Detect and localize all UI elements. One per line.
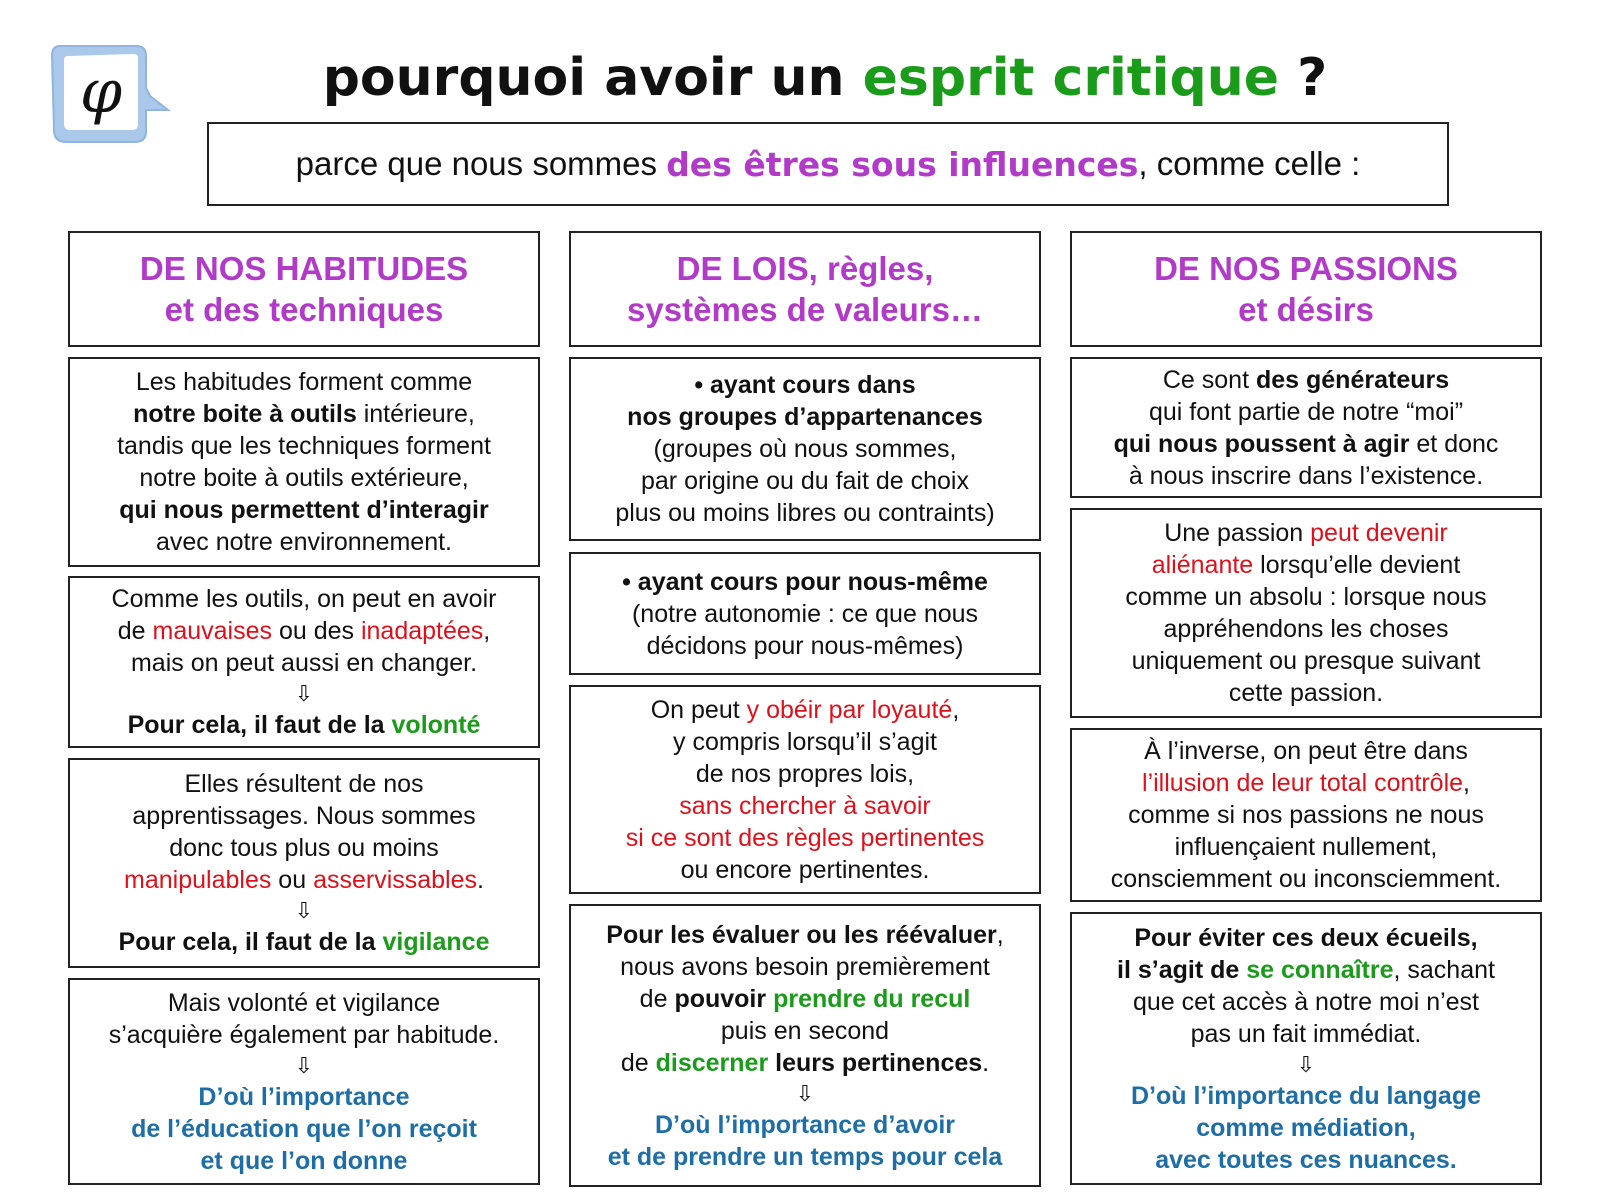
- red-text: y obéir par loyauté: [746, 695, 953, 724]
- header-line: DE LOIS, règles,: [676, 250, 934, 287]
- text-line: tandis que les techniques forment: [117, 432, 491, 460]
- text-line: (notre autonomie : ce que nous: [631, 599, 979, 628]
- text-span: ,: [1463, 769, 1470, 797]
- red-text: mauvaises: [152, 617, 273, 645]
- text-span: .: [477, 866, 484, 894]
- text-line: comme si nos passions ne nous: [1128, 801, 1484, 829]
- text-line: comme un absolu : lorsque nous: [1125, 583, 1487, 611]
- text-line: [118, 615, 491, 647]
- content-box: [1070, 728, 1542, 902]
- text-line: Pour éviter ces deux écueils,: [1134, 923, 1478, 952]
- content-box: [1070, 357, 1542, 498]
- text-line: qui nous permettent d’interagir: [119, 496, 489, 524]
- text-line: [1164, 517, 1448, 549]
- text-line: [1142, 767, 1470, 799]
- text-line: [1152, 549, 1461, 581]
- conclusion-line: D’où l’importance du langage: [1130, 1081, 1482, 1110]
- text-line: mais on peut aussi en changer.: [130, 649, 478, 677]
- text-span: de: [117, 617, 153, 645]
- text-span: .: [982, 1048, 990, 1077]
- bold-text: notre boite à outils: [133, 400, 357, 428]
- text-line: appréhendons les choses: [1163, 615, 1449, 643]
- green-text: volonté: [391, 711, 481, 739]
- text-line: (groupes où nous sommes,: [653, 435, 957, 463]
- text-span: Ce sont: [1162, 365, 1256, 394]
- text-line: [1163, 364, 1449, 396]
- text-line: puis en second: [720, 1016, 890, 1045]
- down-arrow-icon: ⇩: [795, 1080, 815, 1106]
- green-text: vigilance: [382, 928, 490, 956]
- bold-text: Pour les évaluer ou les réévaluer: [606, 920, 997, 949]
- text-span: ou: [271, 866, 314, 894]
- header-line: et des techniques: [164, 291, 444, 328]
- text-span: intérieure,: [356, 400, 475, 428]
- conclusion-line: de l’éducation que l’on reçoit: [131, 1114, 477, 1143]
- text-line: donc tous plus ou moins: [169, 834, 439, 862]
- subtitle-text: parce que nous sommes: [295, 145, 658, 182]
- conclusion-line: avec toutes ces nuances.: [1155, 1145, 1457, 1174]
- text-line: [621, 1047, 989, 1079]
- text-line: Mais volonté et vigilance: [167, 988, 441, 1017]
- text-line: À l’inverse, on peut être dans: [1144, 737, 1468, 765]
- down-arrow-icon: ⇩: [294, 1052, 314, 1078]
- page-title: [200, 42, 1450, 114]
- text-span: , sachant: [1393, 955, 1495, 984]
- text-line: que cet accès à notre moi n’est: [1132, 987, 1480, 1016]
- text-line: à nous inscrire dans l’existence.: [1128, 461, 1484, 490]
- text-line: [133, 398, 475, 430]
- text-line: [1117, 954, 1495, 986]
- text-line: Elles résultent de nos: [184, 770, 424, 798]
- text-line: uniquement ou presque suivant: [1131, 647, 1481, 675]
- text-line: [640, 983, 971, 1015]
- title-text: pourquoi avoir un: [322, 48, 845, 108]
- phi-speech-bubble-icon: [46, 38, 172, 154]
- bold-text: Pour cela, il faut de la: [118, 928, 383, 956]
- red-text: peut devenir: [1310, 519, 1448, 547]
- text-line: consciemment ou inconsciemment.: [1110, 865, 1502, 893]
- column-header: [68, 231, 540, 347]
- content-box: [68, 758, 540, 968]
- text-span: ,: [952, 695, 960, 724]
- bold-text: qui nous poussent à agir: [1113, 429, 1410, 458]
- text-line: s’acquière également par habitude.: [108, 1020, 500, 1049]
- text-line: sans chercher à savoir: [679, 791, 931, 820]
- column-header: [569, 231, 1041, 347]
- text-line: cette passion.: [1228, 679, 1384, 707]
- conclusion-line: D’où l’importance d’avoir: [654, 1110, 956, 1139]
- header-line: DE NOS HABITUDES: [139, 250, 469, 287]
- text-line: ou encore pertinentes.: [680, 855, 930, 884]
- text-line: influençaient nullement,: [1174, 833, 1438, 861]
- text-line: [651, 694, 960, 726]
- text-span: On peut: [650, 695, 747, 724]
- text-line: [1114, 428, 1499, 460]
- content-box: [1070, 508, 1542, 718]
- text-span: de: [620, 1048, 656, 1077]
- content-box: [569, 685, 1041, 894]
- red-text: manipulables: [124, 866, 272, 894]
- bold-text: il s’agit de: [1117, 955, 1247, 984]
- text-line: plus ou moins libres ou contraints): [615, 499, 995, 527]
- text-line: avec notre environnement.: [155, 528, 452, 556]
- text-line: [128, 709, 481, 741]
- title-accent: esprit critique: [862, 48, 1279, 108]
- red-text: inadaptées: [360, 617, 484, 645]
- text-span: ,: [483, 617, 491, 645]
- text-line: nos groupes d’appartenances: [627, 403, 983, 431]
- header-line: systèmes de valeurs…: [627, 291, 983, 328]
- down-arrow-icon: ⇩: [294, 681, 314, 706]
- phi-symbol: φ: [79, 57, 123, 127]
- text-line: Les habitudes forment comme: [135, 368, 473, 396]
- text-span: lorsqu’elle devient: [1253, 551, 1461, 579]
- content-box: [569, 904, 1041, 1187]
- green-text: prendre du recul: [773, 984, 971, 1013]
- text-span: et donc: [1409, 429, 1499, 458]
- text-line: y compris lorsqu’il s’agit: [673, 727, 937, 756]
- text-line: si ce sont des règles pertinentes: [625, 823, 985, 852]
- down-arrow-icon: ⇩: [1296, 1051, 1316, 1077]
- red-text: l’illusion de leur total contrôle: [1142, 769, 1464, 797]
- content-box: [68, 357, 540, 567]
- bold-text: pouvoir: [674, 984, 767, 1013]
- text-line: notre boite à outils extérieure,: [139, 464, 469, 492]
- content-box: [68, 978, 540, 1185]
- text-line: pas un fait immédiat.: [1190, 1019, 1422, 1048]
- text-line: qui font partie de notre “moi”: [1148, 397, 1464, 426]
- text-line: • ayant cours dans: [694, 371, 916, 399]
- conclusion-line: D’où l’importance: [198, 1082, 410, 1111]
- red-text: aliénante: [1151, 551, 1254, 579]
- text-span: Une passion: [1164, 519, 1311, 547]
- subtitle-text-end: , comme celle :: [1138, 145, 1361, 182]
- text-span: ,: [996, 920, 1004, 949]
- bold-text: Pour cela, il faut de la: [127, 711, 392, 739]
- content-box: [569, 357, 1041, 541]
- text-line: [124, 864, 484, 896]
- content-box: [569, 552, 1041, 675]
- text-line: • ayant cours pour nous-même: [622, 567, 988, 596]
- text-line: décidons pour nous-mêmes): [646, 631, 964, 660]
- header-line: et désirs: [1238, 291, 1374, 328]
- content-box: [68, 576, 540, 748]
- header-line: DE NOS PASSIONS: [1154, 250, 1458, 287]
- content-box: [1070, 912, 1542, 1185]
- text-line: apprentissages. Nous sommes: [132, 802, 476, 830]
- down-arrow-icon: ⇩: [294, 898, 314, 923]
- bold-text: leurs pertinences: [768, 1048, 983, 1077]
- text-line: Comme les outils, on peut en avoir: [111, 585, 497, 613]
- green-text: se connaître: [1246, 955, 1394, 984]
- conclusion-line: et que l’on donne: [200, 1146, 408, 1175]
- conclusion-line: et de prendre un temps pour cela: [607, 1142, 1003, 1171]
- text-span: de: [639, 984, 675, 1013]
- subtitle-highlight: des êtres sous influences: [666, 144, 1139, 184]
- text-span: ou des: [272, 617, 361, 645]
- conclusion-line: comme médiation,: [1196, 1113, 1416, 1142]
- text-line: [606, 919, 1003, 951]
- column-header: [1070, 231, 1542, 347]
- text-line: [119, 926, 490, 958]
- red-text: asservissables: [313, 866, 478, 894]
- text-line: de nos propres lois,: [695, 759, 915, 788]
- subtitle-box: [207, 122, 1449, 206]
- text-line: par origine ou du fait de choix: [641, 467, 969, 495]
- bold-text: des générateurs: [1255, 365, 1450, 394]
- green-text: discerner: [655, 1048, 769, 1077]
- title-question-mark: ?: [1297, 48, 1328, 108]
- text-line: nous avons besoin premièrement: [620, 952, 990, 981]
